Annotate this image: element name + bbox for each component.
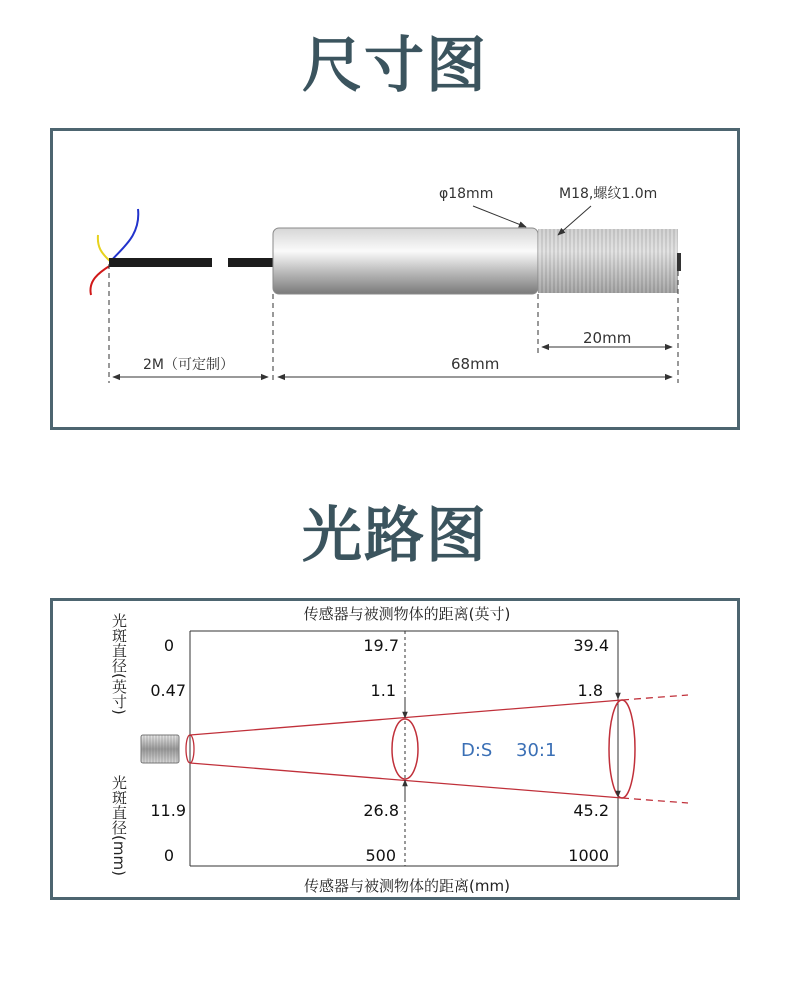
ratio-value: 30:1 [516, 740, 557, 761]
distance-inch-2: 39.4 [573, 636, 609, 655]
dimension-diagram-panel [50, 128, 740, 430]
optical-diagram [53, 601, 737, 897]
beam-lower-edge [190, 763, 622, 798]
distance-mm-0: 0 [163, 846, 174, 865]
diameter-label: φ18mm [439, 186, 494, 202]
dimension-diagram [53, 131, 737, 427]
spot-far [609, 700, 635, 798]
sensor-body [273, 228, 538, 294]
beam-upper-extension [622, 695, 688, 700]
distance-inch-1: 19.7 [363, 636, 399, 655]
wire-yellow [98, 235, 111, 262]
optical-section-title: 光路图 [302, 501, 488, 571]
spot-inch-1: 1.1 [370, 681, 396, 700]
diameter-leader [473, 206, 526, 227]
spot-mm-0: 11.9 [150, 801, 186, 820]
beam-lower-extension [622, 798, 688, 803]
spot-mm-1: 26.8 [363, 801, 399, 820]
thread-length-label: 20mm [583, 329, 632, 347]
body-length-label: 68mm [451, 355, 500, 373]
spot-inch-2: 1.8 [577, 681, 603, 700]
wire-red [90, 265, 111, 295]
top-axis-title: 传感器与被测物体的距离(英寸) [303, 605, 511, 623]
dimension-section-title: 尺寸图 [302, 31, 488, 101]
left-label-spot-inch: 光斑直径(英寸) [110, 613, 128, 715]
optical-diagram-panel [50, 598, 740, 900]
ratio-label: D:S [461, 740, 493, 761]
cable-left-segment [109, 258, 212, 267]
wire-blue [111, 209, 138, 261]
sensor-tip [677, 253, 681, 271]
thread-label: M18,螺纹1.0m [559, 186, 658, 202]
distance-inch-0: 0 [163, 636, 174, 655]
distance-mm-2: 1000 [568, 846, 609, 865]
spot-mm-2: 45.2 [573, 801, 609, 820]
left-label-spot-mm: 光斑直径(mm) [110, 775, 128, 876]
cable-right-segment [228, 258, 276, 267]
spot-inch-0: 0.47 [150, 681, 186, 700]
bottom-axis-title: 传感器与被测物体的距离(mm) [304, 877, 510, 895]
distance-mm-1: 500 [365, 846, 396, 865]
cable-length-label: 2M（可定制） [143, 357, 234, 373]
beam-upper-edge [190, 700, 622, 735]
